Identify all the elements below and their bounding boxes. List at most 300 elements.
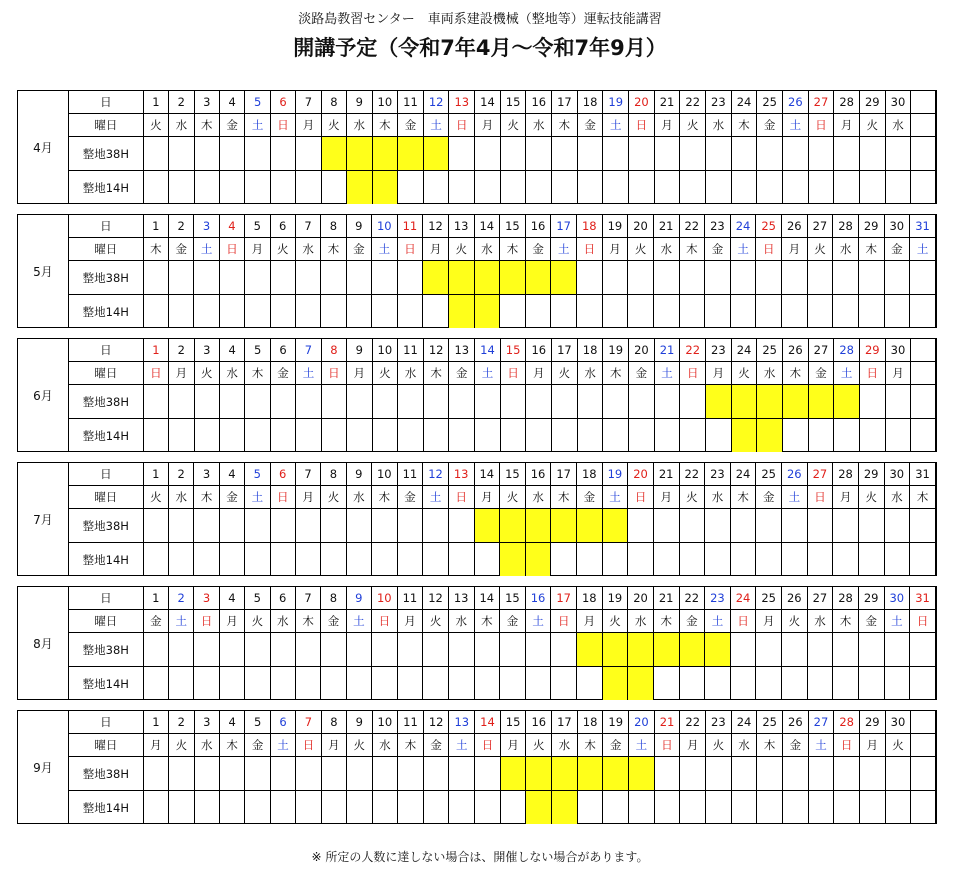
- schedule-cell: [347, 419, 372, 453]
- weekday-cell: 火: [194, 362, 219, 385]
- scheduled-day-cell: [347, 171, 372, 205]
- weekday-cell: 土: [551, 238, 577, 261]
- schedule-cell: [834, 419, 860, 453]
- weekday-cell: [911, 734, 936, 757]
- weekday-cell: 水: [705, 486, 731, 509]
- row-label: 整地38H: [69, 261, 143, 295]
- schedule-cell: [169, 757, 194, 791]
- row-label: 整地14H: [69, 171, 143, 205]
- schedule-cell: [603, 137, 629, 171]
- schedule-cell: [808, 419, 834, 453]
- weekday-cell: 木: [423, 362, 449, 385]
- weekday-cell: 火: [270, 238, 295, 261]
- weekday-cell: 火: [423, 610, 449, 633]
- subtitle: 淡路島教習センター 車両系建設機械（整地等）運転技能講習: [298, 12, 662, 27]
- schedule-cell: [680, 385, 706, 419]
- day-number-cell: 12: [423, 711, 449, 734]
- schedule-cell: [834, 171, 860, 205]
- schedule-cell: [346, 543, 371, 577]
- schedule-cell: [295, 509, 320, 543]
- weekday-cell: 木: [653, 610, 679, 633]
- day-number-cell: 27: [807, 215, 833, 238]
- weekday-cell: 木: [143, 238, 168, 261]
- row-label: 整地14H: [69, 791, 143, 825]
- schedule-cell: [884, 261, 910, 295]
- weekday-cell: 水: [884, 486, 910, 509]
- schedule-cell: [347, 791, 372, 825]
- schedule-cell: [194, 509, 219, 543]
- weekday-cell: 金: [679, 610, 705, 633]
- weekday-cell: 金: [603, 734, 629, 757]
- day-number-cell: 11: [397, 463, 423, 486]
- schedule-cell: [858, 509, 884, 543]
- day-number-cell: 8: [321, 463, 346, 486]
- schedule-cell: [782, 295, 808, 329]
- schedule-cell: [834, 791, 860, 825]
- day-number-cell: 15: [500, 463, 526, 486]
- schedule-cell: [245, 633, 270, 667]
- scheduled-day-cell: [757, 385, 783, 419]
- schedule-cell: [911, 385, 936, 419]
- schedule-cell: [500, 667, 526, 701]
- schedule-cell: [448, 543, 474, 577]
- weekday-cell: 水: [552, 734, 578, 757]
- weekday-cell: 月: [680, 734, 706, 757]
- schedule-cell: [423, 385, 449, 419]
- schedule-cell: [346, 509, 371, 543]
- weekday-cell: 金: [143, 610, 168, 633]
- day-number-cell: 19: [603, 91, 629, 114]
- row-label: 整地14H: [69, 667, 143, 701]
- weekday-cell: 金: [449, 362, 475, 385]
- weekday-cell: 月: [526, 362, 552, 385]
- course14-row: [69, 667, 936, 701]
- day-number-cell: 25: [756, 463, 782, 486]
- day-number-cell: 4: [219, 587, 244, 610]
- schedule-cell: [245, 667, 270, 701]
- weekday-cell: 月: [602, 238, 628, 261]
- weekday-cell: 金: [577, 114, 603, 137]
- schedule-cell: [679, 295, 705, 329]
- weekday-cell: 日: [219, 238, 244, 261]
- day-number-cell: 9: [347, 339, 372, 362]
- schedule-cell: [295, 633, 320, 667]
- day-number-cell: 7: [295, 463, 320, 486]
- weekday-cell: 火: [500, 114, 526, 137]
- schedule-cell: [398, 171, 424, 205]
- day-number-cell: 2: [169, 215, 194, 238]
- row-label: 整地38H: [69, 509, 143, 543]
- schedule-cell: [783, 137, 809, 171]
- schedule-cell: [679, 261, 705, 295]
- month-label: 9月: [18, 711, 69, 823]
- scheduled-day-cell: [474, 261, 500, 295]
- day-number-cell: 13: [449, 339, 475, 362]
- schedule-cell: [807, 633, 833, 667]
- day-number-cell: 24: [731, 711, 757, 734]
- weekday-cell: 金: [756, 486, 782, 509]
- schedule-cell: [858, 667, 884, 701]
- day-number-cell: 30: [885, 711, 911, 734]
- weekday-cell: 金: [270, 362, 295, 385]
- month-grid: [69, 339, 936, 452]
- weekday-cell: 火: [807, 238, 833, 261]
- schedule-cell: [372, 509, 398, 543]
- schedule-cell: [731, 171, 757, 205]
- day-number-cell: 9: [347, 711, 372, 734]
- schedule-cell: [169, 295, 194, 329]
- schedule-cell: [833, 633, 859, 667]
- schedule-cell: [169, 791, 194, 825]
- schedule-cell: [757, 137, 783, 171]
- schedule-cell: [911, 757, 936, 791]
- schedule-cell: [680, 791, 706, 825]
- day-number-cell: 18: [577, 587, 603, 610]
- scheduled-day-cell: [474, 295, 500, 329]
- course14-row: [69, 295, 936, 329]
- footnote: ※ 所定の人数に達しない場合は、開催しない場合があります。: [311, 850, 649, 864]
- weekday-cell: 火: [526, 734, 552, 757]
- day-number-cell: 10: [372, 215, 398, 238]
- schedule-cell: [219, 261, 244, 295]
- day-number-cell: 11: [397, 215, 423, 238]
- scheduled-day-cell: [577, 757, 603, 791]
- weekday-cell: 土: [475, 362, 501, 385]
- day-number-cell: 4: [219, 463, 244, 486]
- schedule-cell: [194, 385, 219, 419]
- day-number-cell: 20: [629, 339, 655, 362]
- day-number-cell: 28: [833, 463, 859, 486]
- schedule-cell: [552, 137, 578, 171]
- weekday-cell: 金: [169, 238, 194, 261]
- day-number-cell: [911, 91, 936, 114]
- scheduled-day-cell: [525, 509, 551, 543]
- schedule-cell: [194, 419, 219, 453]
- scheduled-day-cell: [757, 419, 783, 453]
- weekday-cell: 土: [705, 610, 731, 633]
- weekday-cell: 水: [295, 238, 320, 261]
- scheduled-day-cell: [526, 757, 552, 791]
- schedule-cell: [551, 543, 577, 577]
- weekday-cell: 木: [783, 362, 809, 385]
- day-number-cell: 17: [552, 711, 578, 734]
- schedule-cell: [169, 667, 194, 701]
- day-number-cell: 17: [552, 91, 578, 114]
- month-grid: [69, 215, 936, 328]
- scheduled-day-cell: [653, 633, 679, 667]
- day-number-cell: 14: [474, 587, 500, 610]
- schedule-cell: [397, 543, 423, 577]
- weekday-row: [69, 486, 936, 509]
- schedule-cell: [653, 543, 679, 577]
- weekday-cell: 金: [423, 734, 449, 757]
- weekday-cell: 木: [730, 486, 756, 509]
- schedule-cell: [910, 261, 936, 295]
- day-number-cell: 20: [628, 215, 654, 238]
- weekday-cell: 水: [757, 362, 783, 385]
- schedule-cell: [911, 137, 936, 171]
- day-number-cell: 28: [834, 339, 860, 362]
- day-number-cell: 21: [654, 711, 680, 734]
- weekday-cell: 日: [628, 486, 654, 509]
- schedule-cell: [321, 295, 346, 329]
- day-number-cell: 5: [245, 339, 270, 362]
- schedule-cell: [347, 757, 372, 791]
- schedule-cell: [169, 171, 194, 205]
- schedule-cell: [321, 171, 346, 205]
- day-number-cell: 25: [757, 91, 783, 114]
- schedule-cell: [346, 633, 371, 667]
- schedule-cell: [602, 543, 628, 577]
- schedule-cell: [629, 385, 655, 419]
- day-number-cell: 21: [653, 587, 679, 610]
- weekday-cell: 土: [602, 486, 628, 509]
- weekday-cell: 金: [629, 362, 655, 385]
- schedule-cell: [628, 261, 654, 295]
- schedule-cell: [885, 791, 911, 825]
- schedule-cell: [397, 633, 423, 667]
- schedule-cell: [654, 419, 680, 453]
- weekday-cell: 月: [219, 610, 244, 633]
- schedule-cell: [705, 295, 731, 329]
- day-number-cell: 27: [808, 711, 834, 734]
- weekday-cell: 火: [448, 238, 474, 261]
- schedule-cell: [834, 137, 860, 171]
- schedule-cell: [143, 137, 168, 171]
- day-number-cell: 22: [679, 215, 705, 238]
- schedule-cell: [525, 295, 551, 329]
- schedule-cell: [603, 385, 629, 419]
- schedule-cell: [884, 295, 910, 329]
- row-label: 整地38H: [69, 633, 143, 667]
- day-number-cell: 4: [219, 215, 244, 238]
- weekday-cell: 金: [219, 114, 244, 137]
- day-number-cell: 14: [474, 463, 500, 486]
- weekday-cell: 木: [194, 114, 219, 137]
- weekday-cell: 日: [834, 734, 860, 757]
- day-number-cell: 27: [808, 339, 834, 362]
- weekday-cell: 月: [782, 238, 808, 261]
- weekday-cell: 土: [654, 362, 680, 385]
- weekday-row: [69, 114, 936, 137]
- schedule-cell: [143, 171, 168, 205]
- schedule-cell: [169, 543, 194, 577]
- schedule-cell: [296, 171, 321, 205]
- day-number-cell: 26: [782, 215, 808, 238]
- schedule-cell: [296, 137, 321, 171]
- weekday-cell: 金: [525, 238, 551, 261]
- day-number-cell: 1: [143, 339, 168, 362]
- schedule-cell: [654, 791, 680, 825]
- row-label: 曜日: [69, 610, 143, 633]
- weekday-cell: 水: [169, 486, 194, 509]
- schedule-cell: [398, 385, 424, 419]
- weekday-cell: 木: [295, 610, 320, 633]
- schedule-cell: [885, 757, 911, 791]
- day-number-cell: 30: [884, 215, 910, 238]
- weekday-cell: 火: [143, 486, 168, 509]
- day-number-cell: 25: [756, 587, 782, 610]
- schedule-cell: [858, 633, 884, 667]
- weekday-cell: 日: [910, 610, 936, 633]
- weekday-cell: 日: [577, 238, 603, 261]
- schedule-cell: [245, 791, 270, 825]
- weekday-cell: 月: [347, 362, 372, 385]
- weekday-cell: 土: [296, 362, 321, 385]
- schedule-cell: [705, 543, 731, 577]
- weekday-cell: 土: [834, 362, 860, 385]
- schedule-cell: [423, 295, 449, 329]
- day-number-cell: 16: [525, 215, 551, 238]
- day-number-cell: 4: [219, 711, 244, 734]
- schedule-cell: [245, 543, 270, 577]
- schedule-cell: [346, 667, 371, 701]
- day-number-cell: 31: [910, 587, 936, 610]
- schedule-cell: [833, 667, 859, 701]
- weekday-cell: 日: [629, 114, 655, 137]
- row-label: 整地38H: [69, 757, 143, 791]
- weekday-cell: 木: [398, 734, 424, 757]
- schedule-cell: [526, 385, 552, 419]
- schedule-cell: [706, 419, 732, 453]
- schedule-cell: [653, 295, 679, 329]
- weekday-cell: 木: [372, 114, 398, 137]
- day-number-cell: 29: [859, 91, 885, 114]
- schedule-cell: [321, 509, 346, 543]
- weekday-cell: 火: [731, 362, 757, 385]
- weekday-row: [69, 362, 936, 385]
- schedule-cell: [807, 543, 833, 577]
- weekday-cell: 火: [321, 114, 346, 137]
- schedule-cell: [270, 261, 295, 295]
- weekday-cell: 月: [143, 734, 168, 757]
- schedule-cell: [296, 419, 321, 453]
- weekday-cell: 月: [500, 734, 526, 757]
- weekday-cell: 土: [423, 114, 449, 137]
- weekday-cell: 月: [654, 114, 680, 137]
- day-row: [69, 463, 936, 486]
- row-label: 曜日: [69, 238, 143, 261]
- schedule-cell: [449, 385, 475, 419]
- schedule-cell: [143, 757, 168, 791]
- schedule-cell: [654, 385, 680, 419]
- schedule-cell: [245, 261, 270, 295]
- day-row: [69, 587, 936, 610]
- schedule-cell: [270, 419, 295, 453]
- schedule-cell: [321, 757, 346, 791]
- scheduled-day-cell: [500, 543, 526, 577]
- month-grid: [69, 711, 936, 824]
- schedule-cell: [449, 137, 475, 171]
- schedule-cell: [653, 667, 679, 701]
- schedule-cell: [423, 171, 449, 205]
- day-number-cell: 24: [731, 91, 757, 114]
- schedule-cell: [143, 295, 168, 329]
- weekday-cell: 土: [782, 486, 808, 509]
- schedule-cell: [757, 791, 783, 825]
- schedule-cell: [475, 171, 501, 205]
- day-number-cell: 11: [398, 91, 424, 114]
- schedule-cell: [577, 543, 603, 577]
- scheduled-day-cell: [500, 757, 526, 791]
- schedule-cell: [448, 509, 474, 543]
- day-number-cell: 22: [679, 587, 705, 610]
- day-number-cell: 8: [321, 215, 346, 238]
- weekday-cell: 日: [448, 486, 474, 509]
- day-number-cell: 6: [270, 711, 295, 734]
- schedule-cell: [397, 295, 423, 329]
- schedule-cell: [321, 543, 346, 577]
- day-number-cell: 10: [372, 91, 398, 114]
- schedule-cell: [474, 667, 500, 701]
- weekday-cell: 木: [321, 238, 346, 261]
- schedule-cell: [194, 757, 219, 791]
- schedule-cell: [449, 171, 475, 205]
- schedule-cell: [296, 385, 321, 419]
- schedule-cell: [321, 633, 346, 667]
- day-number-cell: 9: [346, 215, 371, 238]
- day-number-cell: 3: [194, 215, 219, 238]
- weekday-cell: 水: [474, 238, 500, 261]
- day-number-cell: 17: [551, 463, 577, 486]
- schedule-cell: [859, 757, 885, 791]
- weekday-cell: 月: [245, 238, 270, 261]
- schedule-cell: [143, 261, 168, 295]
- weekday-cell: 火: [885, 734, 911, 757]
- weekday-cell: 金: [858, 610, 884, 633]
- weekday-cell: 木: [603, 362, 629, 385]
- day-number-cell: 10: [372, 711, 398, 734]
- schedule-cell: [833, 543, 859, 577]
- weekday-row: [69, 734, 936, 757]
- schedule-cell: [143, 509, 168, 543]
- scheduled-day-cell: [602, 667, 628, 701]
- schedule-cell: [603, 171, 629, 205]
- schedule-cell: [219, 543, 244, 577]
- schedule-cell: [194, 633, 219, 667]
- weekday-cell: 月: [423, 238, 449, 261]
- day-number-cell: 14: [475, 339, 501, 362]
- weekday-cell: 火: [552, 362, 578, 385]
- weekday-cell: 土: [884, 610, 910, 633]
- scheduled-day-cell: [629, 757, 655, 791]
- weekday-cell: 日: [143, 362, 168, 385]
- weekday-cell: 水: [833, 238, 859, 261]
- scheduled-day-cell: [577, 509, 603, 543]
- day-number-cell: 18: [577, 91, 603, 114]
- weekday-cell: 金: [321, 610, 346, 633]
- row-label: 日: [69, 91, 143, 114]
- schedule-cell: [757, 171, 783, 205]
- schedule-cell: [219, 171, 244, 205]
- day-number-cell: 12: [423, 91, 449, 114]
- schedule-cell: [808, 137, 834, 171]
- schedule-cell: [449, 419, 475, 453]
- day-number-cell: 4: [219, 339, 244, 362]
- schedule-cell: [884, 509, 910, 543]
- weekday-cell: 金: [705, 238, 731, 261]
- scheduled-day-cell: [500, 509, 526, 543]
- schedule-cell: [295, 667, 320, 701]
- day-number-cell: 17: [551, 587, 577, 610]
- schedule-cell: [296, 757, 321, 791]
- month-label: 8月: [18, 587, 69, 699]
- schedule-cell: [500, 295, 526, 329]
- schedule-cell: [219, 295, 244, 329]
- month-grid: [69, 463, 936, 576]
- schedule-cell: [500, 791, 526, 825]
- weekday-cell: 月: [577, 610, 603, 633]
